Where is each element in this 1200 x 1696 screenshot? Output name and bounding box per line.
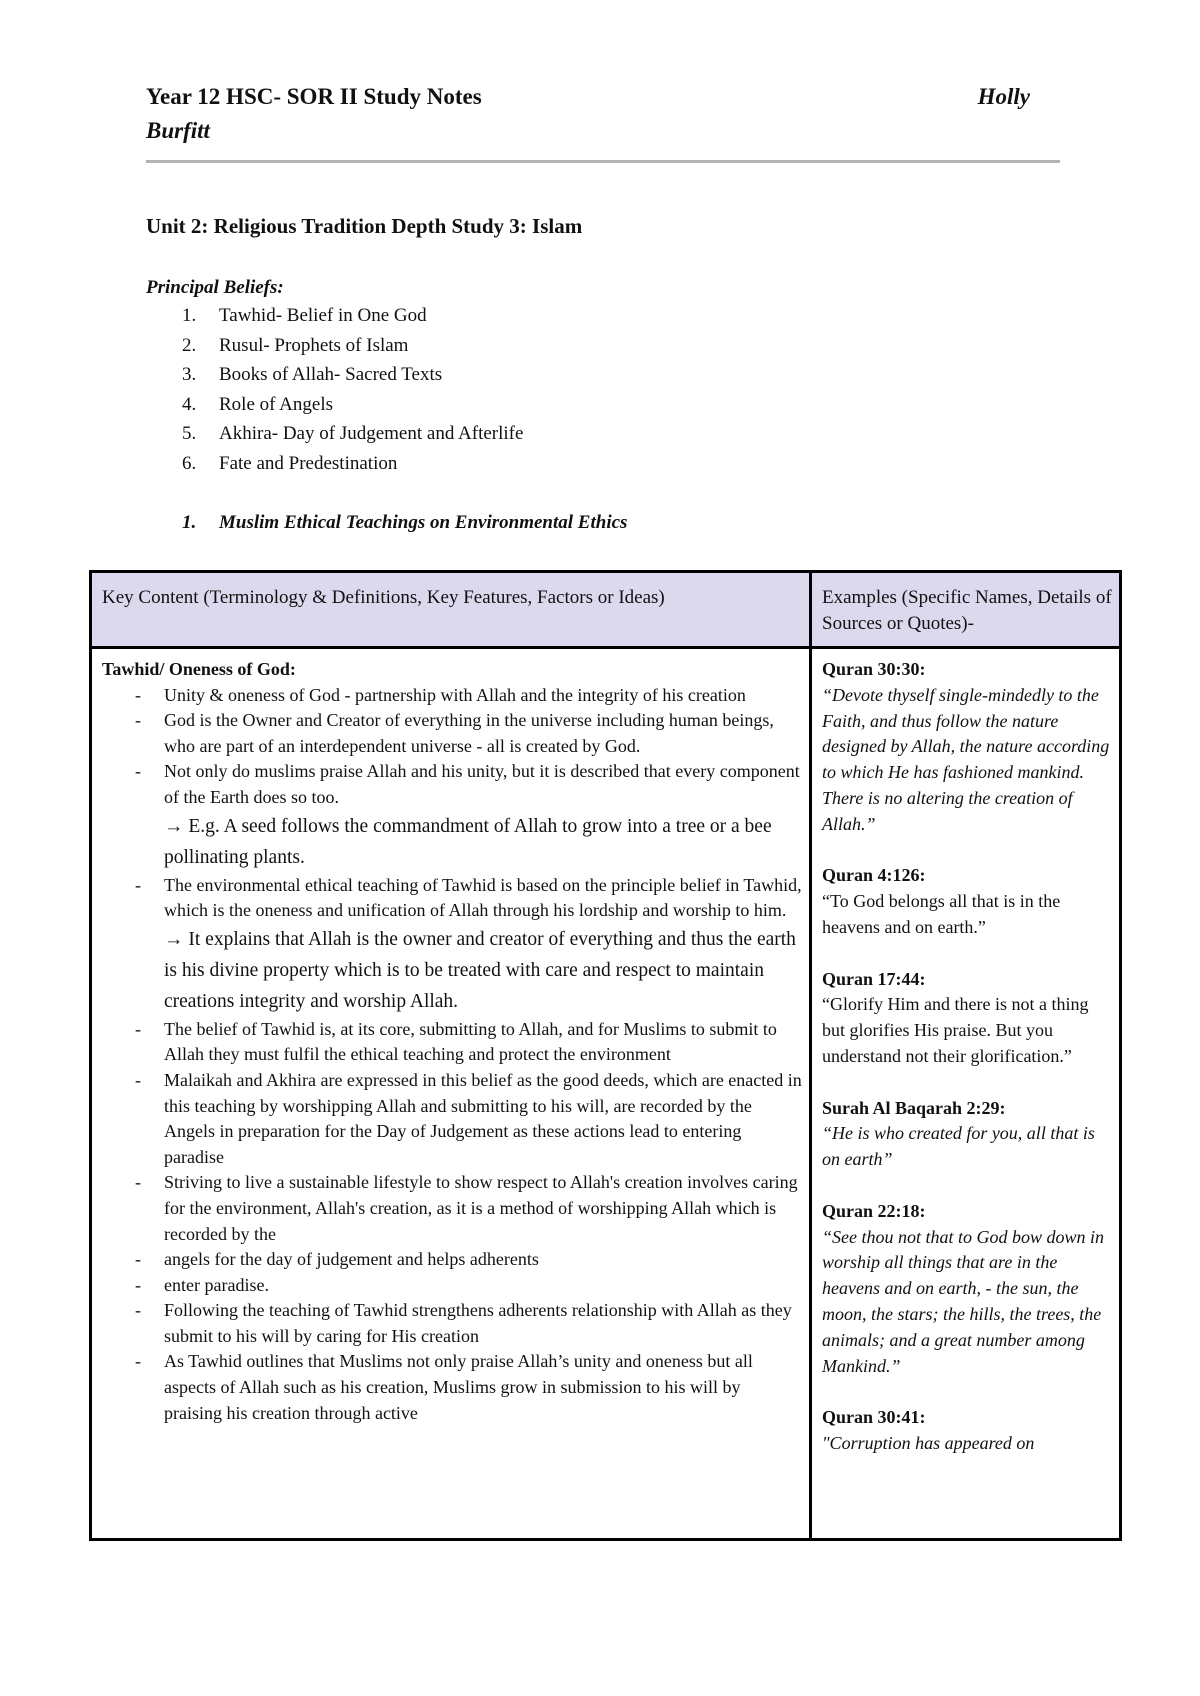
author-last-name: Burfitt: [146, 118, 210, 143]
list-item: [182, 394, 523, 424]
page-header: [146, 84, 1060, 144]
list-number: 5.: [182, 423, 197, 445]
list-item: [182, 453, 523, 483]
header-line: [146, 84, 1060, 110]
quote-reference: Quran 30:41:: [822, 1407, 926, 1428]
bullet-text: Unity & oneness of God - partnership with Allah and the integrity of his creation: [164, 684, 746, 705]
bullet-text: Striving to live a sustainable lifestyle to show respect to Allah's creation involves caring for the environment, Allah's creation, as it is a method of worshipping Allah which is recorded by the: [164, 1172, 798, 1244]
list-item: [102, 683, 802, 709]
header-key-content: Key Content (Terminology & Definitions, Key Features, Factors or Ideas): [102, 587, 665, 608]
quote-text: “Glorify Him and there is not a thing but glorifies His praise. But you understand not their glorification.”: [822, 994, 1089, 1066]
list-item: [182, 364, 523, 394]
bullet-dash: -: [135, 1069, 141, 1090]
bullet-text: angels for the day of judgement and helps adherents: [164, 1249, 539, 1270]
list-text: Role of Angels: [219, 393, 333, 415]
bullet-text: As Tawhid outlines that Muslims not only praise Allah’s unity and oneness but all aspects of Allah such as his creation, Muslims grow in submission to his will by praising his creation through active: [164, 1351, 753, 1423]
principal-beliefs-list: [182, 305, 523, 483]
list-text: Rusul- Prophets of Islam: [219, 334, 409, 356]
bullet-list: [102, 683, 802, 1427]
bullet-dash: -: [135, 761, 141, 782]
list-number: 2.: [182, 334, 197, 356]
list-item: [102, 759, 802, 872]
list-item: [102, 1349, 802, 1426]
author-first-name: Holly: [977, 84, 1030, 109]
content-table: [89, 570, 1122, 1541]
list-number: 1.: [182, 305, 197, 326]
bullet-text: Following the teaching of Tawhid strengthens adherents relationship with Allah as they submit to his will by caring for His creation: [164, 1300, 792, 1346]
quote-reference: Quran 30:30:: [822, 659, 926, 679]
list-text: Tawhid- Belief in One God: [219, 305, 427, 326]
document-title: Year 12 HSC- SOR II Study Notes: [146, 84, 482, 109]
list-item: [182, 305, 523, 335]
bullet-dash: -: [135, 1351, 141, 1372]
section-title: Muslim Ethical Teachings on Environmental Ethics: [219, 512, 628, 533]
bullet-text: Not only do muslims praise Allah and his unity, but it is described that every component of the Earth does so too.: [164, 761, 800, 807]
bullet-dash: -: [135, 1018, 141, 1039]
list-number: 6.: [182, 452, 197, 474]
list-item: [102, 708, 802, 759]
quote-text: “To God belongs all that is in the heavens and on earth.”: [822, 891, 1061, 937]
list-item: [102, 1068, 802, 1170]
bullet-dash: -: [135, 874, 141, 895]
bullet-dash: -: [135, 1274, 141, 1295]
list-item: [182, 423, 523, 453]
bullet-dash: -: [135, 1172, 141, 1193]
list-item: [102, 1170, 802, 1247]
examples-cell: [822, 657, 1112, 1457]
header-divider: [146, 160, 1060, 163]
list-item: [102, 1017, 802, 1068]
section-heading: [182, 512, 627, 534]
list-item: [102, 1273, 802, 1299]
list-item: [102, 1298, 802, 1349]
principal-beliefs-heading: Principal Beliefs:: [146, 277, 284, 298]
quote-reference: Quran 22:18:: [822, 1200, 926, 1221]
quote-reference: Quran 4:126:: [822, 865, 926, 886]
bullet-text: enter paradise.: [164, 1274, 269, 1295]
list-text: Books of Allah- Sacred Texts: [219, 364, 443, 386]
bullet-dash: -: [135, 1300, 141, 1321]
table-header-divider: [92, 646, 1119, 649]
list-number: 4.: [182, 393, 197, 415]
section-number: 1.: [182, 512, 197, 533]
bullet-text: The belief of Tawhid is, at its core, submitting to Allah, and for Muslims to submit to Allah they must fulfil the ethical teaching and protect the environment: [164, 1018, 777, 1065]
bullet-dash: -: [135, 710, 141, 731]
list-item: [102, 873, 802, 1017]
quote-text: “He is who created for you, all that is on earth”: [822, 1123, 1095, 1170]
quote-text: "Corruption has appeared on: [822, 1432, 1035, 1453]
bullet-text: Malaikah and Akhira are expressed in this belief as the good deeds, which are enacted in this teaching by worshipping Allah and submitting to his will, are recorded by the Angels in preparation for the Day of Judgement as these actions lead to entering paradise: [164, 1069, 802, 1167]
bullet-text: God is the Owner and Creator of everything in the universe including human beings, who are part of an interdependent universe - all is created by God.: [164, 710, 774, 756]
list-number: 3.: [182, 364, 197, 386]
arrow-note: → E.g. A seed follows the commandment of Allah to grow into a tree or a bee pollinating plants.: [164, 815, 772, 868]
header-examples: Examples (Specific Names, Details of Sources or Quotes)-: [822, 587, 1112, 634]
quote-reference: Quran 17:44:: [822, 968, 926, 989]
list-item: [182, 335, 523, 365]
bullet-dash: -: [135, 1249, 141, 1270]
cell-heading: Tawhid/ Oneness of God:: [102, 659, 296, 679]
quote-reference: Surah Al Baqarah 2:29:: [822, 1097, 1006, 1118]
list-text: Fate and Predestination: [219, 452, 398, 474]
key-content-cell: [102, 657, 802, 1426]
list-item: [102, 1247, 802, 1273]
arrow-note: → It explains that Allah is the owner and creator of everything and thus the earth is his divine property which is to be treated with care and respect to maintain creations integrity and worship Allah.: [164, 928, 796, 1012]
bullet-text: The environmental ethical teaching of Tawhid is based on the principle belief in Tawhid, which is the oneness and unification of Allah through his lordship and worship to him.: [164, 874, 802, 921]
quote-text: “See thou not that to God bow down in worship all things that are in the heavens and on earth, - the sun, the moon, the stars; the hills, the trees, the animals; and a great number among Mankind.”: [822, 1226, 1105, 1376]
unit-title: Unit 2: Religious Tradition Depth Study 3: Islam: [146, 214, 583, 238]
column-divider: [809, 573, 812, 1538]
list-text: Akhira- Day of Judgement and Afterlife: [219, 423, 524, 445]
bullet-dash: -: [135, 684, 141, 705]
quote-text: “Devote thyself single-mindedly to the Faith, and thus follow the nature designed by Allah, the nature according to which He has fashioned mankind. There is no altering the creation of Allah.”: [822, 684, 1110, 834]
